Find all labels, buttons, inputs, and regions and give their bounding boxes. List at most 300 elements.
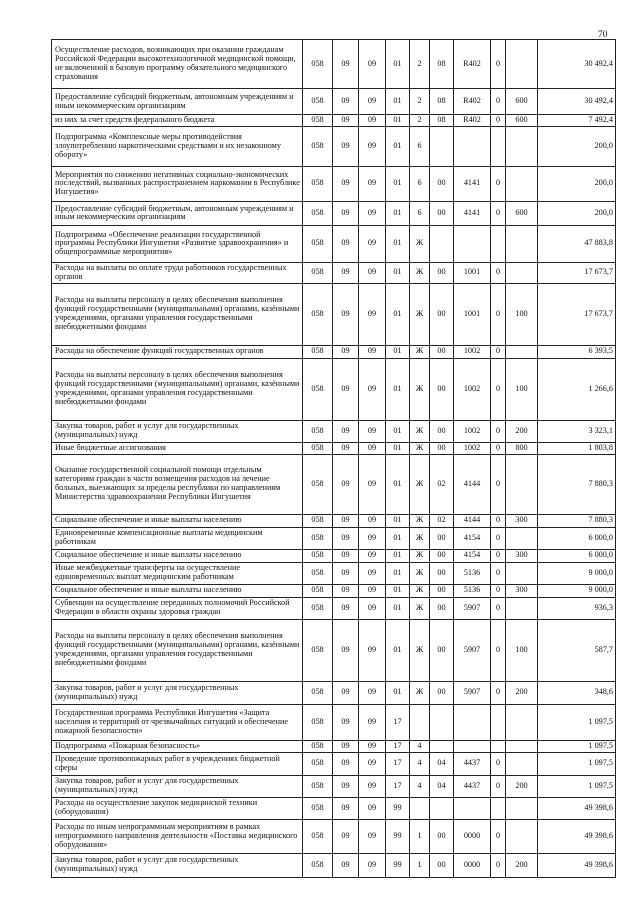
table-row (52, 115, 616, 127)
code-cell: 04 (430, 752, 454, 775)
code-cell: 5136 (454, 562, 491, 584)
code-cell (506, 262, 538, 283)
amount-cell: 6 000,0 (538, 549, 616, 562)
code-cell: 5907 (454, 597, 491, 619)
code-cell: 01 (386, 514, 410, 527)
code-cell: 00 (430, 819, 454, 853)
code-cell (430, 126, 454, 166)
row-name-cell: Подпрограмма «Пожарная безопасность» (52, 740, 303, 752)
amount-cell: 1 097,5 (538, 775, 616, 797)
code-cell: 01 (386, 262, 410, 283)
table-row (52, 740, 616, 752)
code-cell: 058 (303, 40, 333, 89)
table-row (52, 358, 616, 420)
code-cell: 4437 (454, 775, 491, 797)
code-cell: 058 (303, 514, 333, 527)
code-cell: 09 (333, 740, 359, 752)
code-cell: 6 (410, 166, 430, 201)
table-row (52, 584, 616, 597)
row-name-cell: Мероприятия по снижению негативных социально-экономических последствий, вызванных распространением наркомании в Республике Ингушетия» (52, 166, 303, 201)
code-cell: 01 (386, 454, 410, 514)
code-cell: 0 (491, 201, 506, 225)
table-row (52, 442, 616, 454)
table-row (52, 797, 616, 819)
amount-cell: 49 398,6 (538, 797, 616, 819)
code-cell: 100 (506, 283, 538, 345)
amount-cell: 49 398,6 (538, 853, 616, 877)
code-cell: 01 (386, 562, 410, 584)
row-name-cell: Проведение противопожарных работ в учреждениях бюджетной сферы (52, 752, 303, 775)
code-cell: 09 (333, 819, 359, 853)
code-cell: 09 (359, 681, 386, 704)
code-cell: 09 (333, 126, 359, 166)
code-cell: 1001 (454, 262, 491, 283)
code-cell: 200 (506, 775, 538, 797)
code-cell: 09 (333, 681, 359, 704)
code-cell: 09 (333, 89, 359, 115)
code-cell: 0 (491, 358, 506, 420)
code-cell: 09 (359, 704, 386, 740)
amount-cell: 1 097,5 (538, 740, 616, 752)
code-cell: 0000 (454, 853, 491, 877)
code-cell: 0 (491, 89, 506, 115)
amount-cell: 3 323,1 (538, 420, 616, 442)
code-cell: 09 (359, 89, 386, 115)
code-cell: 09 (333, 262, 359, 283)
code-cell: 0 (491, 527, 506, 549)
row-name-cell: Расходы на выплаты по оплате труда работников государственных органов (52, 262, 303, 283)
row-name-cell: Подпрограмма «Комплексные меры противодействия злоупотреблению наркотическими средствами и их незаконному обороту» (52, 126, 303, 166)
code-cell (491, 126, 506, 166)
code-cell: 058 (303, 454, 333, 514)
code-cell: 058 (303, 115, 333, 127)
row-name-cell: Закупка товаров, работ и услуг для государственных (муниципальных) нужд (52, 681, 303, 704)
code-cell: 0 (491, 420, 506, 442)
code-cell: 01 (386, 166, 410, 201)
code-cell: Ж (410, 345, 430, 358)
code-cell: 2 (410, 40, 430, 89)
code-cell: 01 (386, 584, 410, 597)
code-cell: Ж (410, 597, 430, 619)
code-cell (506, 454, 538, 514)
row-name-cell: Расходы по иным непрограммным мероприятиям в рамках непрограммного направления деятельности «Поставка медицинского оборудования» (52, 819, 303, 853)
code-cell: 01 (386, 115, 410, 127)
code-cell: 058 (303, 819, 333, 853)
code-cell: 600 (506, 89, 538, 115)
code-cell: 09 (359, 819, 386, 853)
code-cell: Ж (410, 619, 430, 681)
code-cell: 0 (491, 752, 506, 775)
code-cell: 300 (506, 549, 538, 562)
code-cell: 058 (303, 584, 333, 597)
code-cell: 058 (303, 166, 333, 201)
code-cell: 09 (359, 345, 386, 358)
code-cell: 17 (386, 704, 410, 740)
code-cell: 99 (386, 797, 410, 819)
amount-cell: 7 880,3 (538, 454, 616, 514)
amount-cell: 1 803,8 (538, 442, 616, 454)
code-cell: 600 (506, 201, 538, 225)
code-cell: 4437 (454, 752, 491, 775)
code-cell: 00 (430, 527, 454, 549)
code-cell (506, 345, 538, 358)
code-cell: 1002 (454, 420, 491, 442)
code-cell: 01 (386, 283, 410, 345)
code-cell: 0 (491, 454, 506, 514)
table-row (52, 40, 616, 89)
code-cell: 4144 (454, 454, 491, 514)
code-cell: 0 (491, 283, 506, 345)
code-cell: 09 (333, 549, 359, 562)
code-cell (454, 126, 491, 166)
code-cell (410, 704, 430, 740)
code-cell: 058 (303, 704, 333, 740)
amount-cell: 1 097,5 (538, 704, 616, 740)
code-cell: 09 (333, 420, 359, 442)
row-name-cell: Оказание государственной социальной помощи отдельным категориям граждан в части возмещения расходов на лечение больных, выезжающих за пределы республики по направлениям Министерства здравоохранения Республики Ингушетия (52, 454, 303, 514)
row-name-cell: Закупка товаров, работ и услуг для государственных (муниципальных) нужд (52, 420, 303, 442)
code-cell: 058 (303, 126, 333, 166)
code-cell: 00 (430, 166, 454, 201)
row-name-cell: Социальное обеспечение и иные выплаты населению (52, 514, 303, 527)
code-cell: 058 (303, 442, 333, 454)
code-cell: 09 (333, 584, 359, 597)
code-cell: 058 (303, 283, 333, 345)
code-cell: Ж (410, 584, 430, 597)
code-cell (506, 225, 538, 262)
code-cell: 200 (506, 853, 538, 877)
code-cell: 09 (333, 562, 359, 584)
code-cell: 09 (359, 549, 386, 562)
code-cell: 09 (359, 201, 386, 225)
code-cell: 00 (430, 420, 454, 442)
code-cell: 058 (303, 797, 333, 819)
code-cell: 6 (410, 201, 430, 225)
code-cell: 09 (359, 752, 386, 775)
code-cell: 058 (303, 740, 333, 752)
table-row (52, 775, 616, 797)
code-cell: 09 (333, 358, 359, 420)
table-row (52, 853, 616, 877)
row-name-cell: Субвенции на осуществление переданных полномочий Российской Федерации в области охраны здоровья граждан (52, 597, 303, 619)
code-cell: 09 (333, 40, 359, 89)
row-name-cell: Расходы на обеспечение функций государственных органов (52, 345, 303, 358)
code-cell: 08 (430, 40, 454, 89)
code-cell: 058 (303, 619, 333, 681)
code-cell: 01 (386, 358, 410, 420)
table-row (52, 704, 616, 740)
amount-cell: 1 097,5 (538, 752, 616, 775)
code-cell: 01 (386, 442, 410, 454)
row-name-cell: Расходы на осуществление закупок медицинской техники (оборудования) (52, 797, 303, 819)
code-cell: 01 (386, 527, 410, 549)
code-cell (506, 40, 538, 89)
code-cell: 200 (506, 681, 538, 704)
code-cell: 09 (333, 775, 359, 797)
table-body (52, 40, 616, 878)
row-name-cell: Закупка товаров, работ и услуг для государственных (муниципальных) нужд (52, 775, 303, 797)
row-name-cell: Предоставление субсидий бюджетным, автономным учреждениям и иным некоммерческим организациям (52, 89, 303, 115)
code-cell: R402 (454, 89, 491, 115)
code-cell: 6 (410, 126, 430, 166)
code-cell: 00 (430, 681, 454, 704)
code-cell: 09 (333, 115, 359, 127)
amount-cell: 1 266,6 (538, 358, 616, 420)
code-cell (430, 225, 454, 262)
code-cell: 17 (386, 752, 410, 775)
code-cell: 04 (430, 775, 454, 797)
code-cell: 4154 (454, 549, 491, 562)
code-cell: 058 (303, 775, 333, 797)
code-cell: 600 (506, 115, 538, 127)
code-cell: 09 (359, 225, 386, 262)
code-cell: 300 (506, 514, 538, 527)
code-cell: 09 (359, 584, 386, 597)
row-name-cell: Осуществление расходов, возникающих при оказании гражданам Российской Федерации высокотехнологичной медицинской помощи, не включенной в базовую программу обязательного медицинского страхования (52, 40, 303, 89)
code-cell: 4154 (454, 527, 491, 549)
amount-cell: 7 492,4 (538, 115, 616, 127)
amount-cell: 200,0 (538, 126, 616, 166)
code-cell: 5907 (454, 681, 491, 704)
code-cell: 09 (359, 454, 386, 514)
row-name-cell: Закупка товаров, работ и услуг для государственных (муниципальных) нужд (52, 853, 303, 877)
code-cell (506, 740, 538, 752)
code-cell: 17 (386, 775, 410, 797)
code-cell: 99 (386, 819, 410, 853)
code-cell: 0 (491, 40, 506, 89)
code-cell: 09 (359, 562, 386, 584)
code-cell: 00 (430, 345, 454, 358)
table-row (52, 619, 616, 681)
code-cell: 09 (333, 166, 359, 201)
code-cell: 2 (410, 115, 430, 127)
code-cell (430, 740, 454, 752)
code-cell: 00 (430, 853, 454, 877)
amount-cell: 6 393,5 (538, 345, 616, 358)
code-cell: 0 (491, 597, 506, 619)
code-cell: 09 (359, 442, 386, 454)
code-cell: 00 (430, 549, 454, 562)
code-cell: 4141 (454, 166, 491, 201)
row-name-cell: Расходы на выплаты персоналу в целях обеспечения выполнения функций государственными (муниципальными) органами, казёнными учреждениями, органами управления государственными внебюджетными фондами (52, 283, 303, 345)
code-cell: 058 (303, 420, 333, 442)
code-cell: 5907 (454, 619, 491, 681)
code-cell: 01 (386, 40, 410, 89)
code-cell: Ж (410, 420, 430, 442)
code-cell: 058 (303, 225, 333, 262)
code-cell: 09 (333, 345, 359, 358)
code-cell: 00 (430, 619, 454, 681)
amount-cell: 30 492,4 (538, 40, 616, 89)
code-cell: 0 (491, 549, 506, 562)
code-cell (506, 819, 538, 853)
code-cell: Ж (410, 262, 430, 283)
code-cell: 0 (491, 514, 506, 527)
code-cell: R402 (454, 115, 491, 127)
code-cell: 09 (333, 201, 359, 225)
code-cell: 1001 (454, 283, 491, 345)
code-cell: 4 (410, 752, 430, 775)
code-cell (506, 166, 538, 201)
code-cell: 09 (333, 619, 359, 681)
code-cell: 0 (491, 819, 506, 853)
code-cell (430, 704, 454, 740)
code-cell: 0 (491, 562, 506, 584)
code-cell: 01 (386, 420, 410, 442)
code-cell (430, 797, 454, 819)
code-cell: Ж (410, 527, 430, 549)
code-cell: Ж (410, 681, 430, 704)
code-cell: 09 (359, 40, 386, 89)
code-cell (491, 704, 506, 740)
code-cell: 5136 (454, 584, 491, 597)
code-cell: 300 (506, 584, 538, 597)
code-cell: 4 (410, 775, 430, 797)
code-cell (506, 597, 538, 619)
code-cell: 4 (410, 740, 430, 752)
code-cell: 09 (333, 454, 359, 514)
code-cell: 00 (430, 442, 454, 454)
code-cell: 01 (386, 345, 410, 358)
code-cell: 09 (333, 225, 359, 262)
code-cell: 09 (359, 514, 386, 527)
table-row (52, 514, 616, 527)
code-cell: 800 (506, 442, 538, 454)
code-cell: 09 (359, 420, 386, 442)
amount-cell: 936,3 (538, 597, 616, 619)
code-cell: 0 (491, 853, 506, 877)
code-cell (506, 527, 538, 549)
row-name-cell: Иные бюджетные ассигнования (52, 442, 303, 454)
code-cell: 01 (386, 126, 410, 166)
code-cell: 00 (430, 562, 454, 584)
amount-cell: 7 880,3 (538, 514, 616, 527)
code-cell (506, 797, 538, 819)
table-row (52, 345, 616, 358)
code-cell: 01 (386, 89, 410, 115)
code-cell: 0 (491, 681, 506, 704)
code-cell: 4141 (454, 201, 491, 225)
code-cell: 0000 (454, 819, 491, 853)
code-cell: 01 (386, 225, 410, 262)
amount-cell: 587,7 (538, 619, 616, 681)
code-cell (491, 740, 506, 752)
code-cell (506, 752, 538, 775)
code-cell: 058 (303, 201, 333, 225)
amount-cell: 30 492,4 (538, 89, 616, 115)
table-row (52, 283, 616, 345)
code-cell: 09 (333, 514, 359, 527)
table-row (52, 166, 616, 201)
amount-cell: 47 883,8 (538, 225, 616, 262)
code-cell: 09 (359, 358, 386, 420)
code-cell: 058 (303, 853, 333, 877)
code-cell: 01 (386, 549, 410, 562)
code-cell: 09 (359, 166, 386, 201)
code-cell (491, 225, 506, 262)
table-row (52, 562, 616, 584)
code-cell: 09 (359, 262, 386, 283)
code-cell (491, 797, 506, 819)
code-cell: Ж (410, 562, 430, 584)
code-cell: 058 (303, 549, 333, 562)
budget-table (51, 39, 616, 878)
code-cell: 17 (386, 740, 410, 752)
code-cell: 058 (303, 752, 333, 775)
code-cell: Ж (410, 549, 430, 562)
row-name-cell: Социальное обеспечение и иные выплаты населению (52, 584, 303, 597)
code-cell: 09 (359, 126, 386, 166)
code-cell: 09 (359, 115, 386, 127)
code-cell: 01 (386, 597, 410, 619)
code-cell: 09 (359, 597, 386, 619)
code-cell: 1002 (454, 442, 491, 454)
code-cell: 02 (430, 514, 454, 527)
code-cell (454, 225, 491, 262)
code-cell (454, 704, 491, 740)
code-cell: Ж (410, 514, 430, 527)
code-cell: 4144 (454, 514, 491, 527)
code-cell: 09 (333, 527, 359, 549)
code-cell: 058 (303, 89, 333, 115)
code-cell: 09 (333, 853, 359, 877)
code-cell: R402 (454, 40, 491, 89)
code-cell: Ж (410, 283, 430, 345)
code-cell: 058 (303, 681, 333, 704)
code-cell: 09 (333, 597, 359, 619)
amount-cell: 17 673,7 (538, 262, 616, 283)
table-row (52, 597, 616, 619)
code-cell: 02 (430, 454, 454, 514)
code-cell (454, 740, 491, 752)
code-cell: 09 (333, 283, 359, 345)
table-row (52, 89, 616, 115)
code-cell: 09 (359, 797, 386, 819)
code-cell: 058 (303, 527, 333, 549)
code-cell: 00 (430, 201, 454, 225)
amount-cell: 348,6 (538, 681, 616, 704)
code-cell: 0 (491, 584, 506, 597)
table-row (52, 454, 616, 514)
code-cell: 09 (359, 527, 386, 549)
code-cell: 00 (430, 283, 454, 345)
code-cell: 1002 (454, 345, 491, 358)
code-cell: 200 (506, 420, 538, 442)
table-row (52, 201, 616, 225)
code-cell: 058 (303, 345, 333, 358)
code-cell: 08 (430, 115, 454, 127)
code-cell: 01 (386, 201, 410, 225)
code-cell: 09 (359, 740, 386, 752)
code-cell (410, 797, 430, 819)
amount-cell: 6 000,0 (538, 527, 616, 549)
table-row (52, 527, 616, 549)
code-cell: 2 (410, 89, 430, 115)
table-row (52, 819, 616, 853)
code-cell: Ж (410, 442, 430, 454)
code-cell: 0 (491, 619, 506, 681)
amount-cell: 200,0 (538, 166, 616, 201)
code-cell (454, 797, 491, 819)
amount-cell: 200,0 (538, 201, 616, 225)
code-cell: 01 (386, 681, 410, 704)
row-name-cell: Расходы на выплаты персоналу в целях обеспечения выполнения функций государственными (муниципальными) органами, казёнными учреждениями, органами управления государственными внебюджетными фондами (52, 358, 303, 420)
code-cell: Ж (410, 454, 430, 514)
code-cell: 1002 (454, 358, 491, 420)
code-cell: 09 (333, 797, 359, 819)
table-row (52, 752, 616, 775)
table-row (52, 681, 616, 704)
